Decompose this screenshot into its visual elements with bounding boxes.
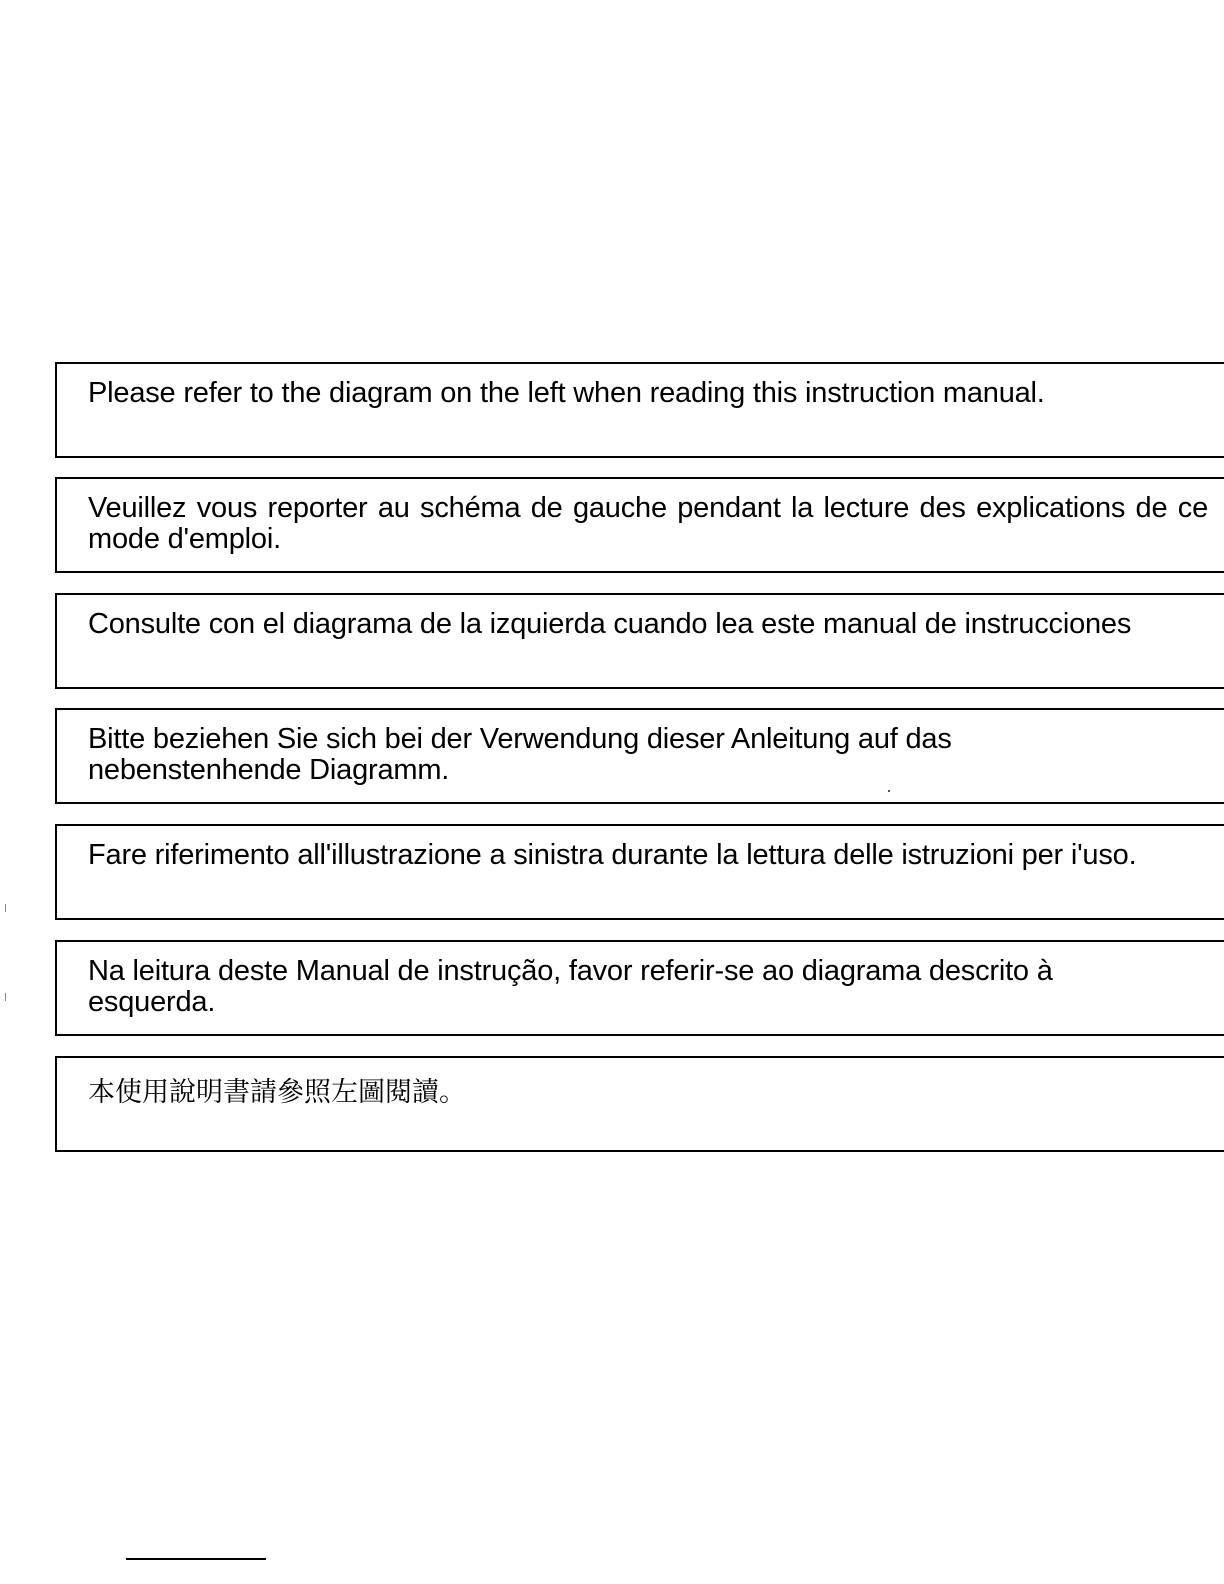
margin-mark	[5, 904, 6, 912]
notice-box-french	[55, 477, 1224, 573]
notice-text-italian: Fare riferimento all'illustrazione a sinistra durante la lettura delle istruzioni per i'uso.	[88, 839, 1137, 871]
notice-box-chinese	[55, 1056, 1224, 1152]
margin-mark	[5, 993, 6, 1001]
notice-box-portuguese	[55, 940, 1224, 1036]
notice-box-german	[55, 708, 1224, 804]
notice-text-portuguese: Na leitura deste Manual de instrução, favor referir-se ao diagrama descrito à esquerda.	[88, 955, 1053, 1018]
notice-text-german: Bitte beziehen Sie sich bei der Verwendung dieser Anleitung auf das nebenstenhende Diagramm.	[88, 723, 952, 786]
notice-text-chinese: 本使用說明書請參照左圖閱讀。	[88, 1077, 466, 1108]
scan-speck	[888, 790, 890, 792]
notice-text-french: Veuillez vous reporter au schéma de gauche pendant la lecture des explications de ce mode d'emploi.	[88, 492, 1208, 555]
notice-box-english	[55, 362, 1224, 458]
notice-box-spanish	[55, 593, 1224, 689]
footer-rule	[126, 1558, 266, 1560]
notice-box-italian	[55, 824, 1224, 920]
notice-text-spanish: Consulte con el diagrama de la izquierda cuando lea este manual de instrucciones	[88, 608, 1132, 640]
notice-text-english: Please refer to the diagram on the left when reading this instruction manual.	[88, 377, 1045, 409]
